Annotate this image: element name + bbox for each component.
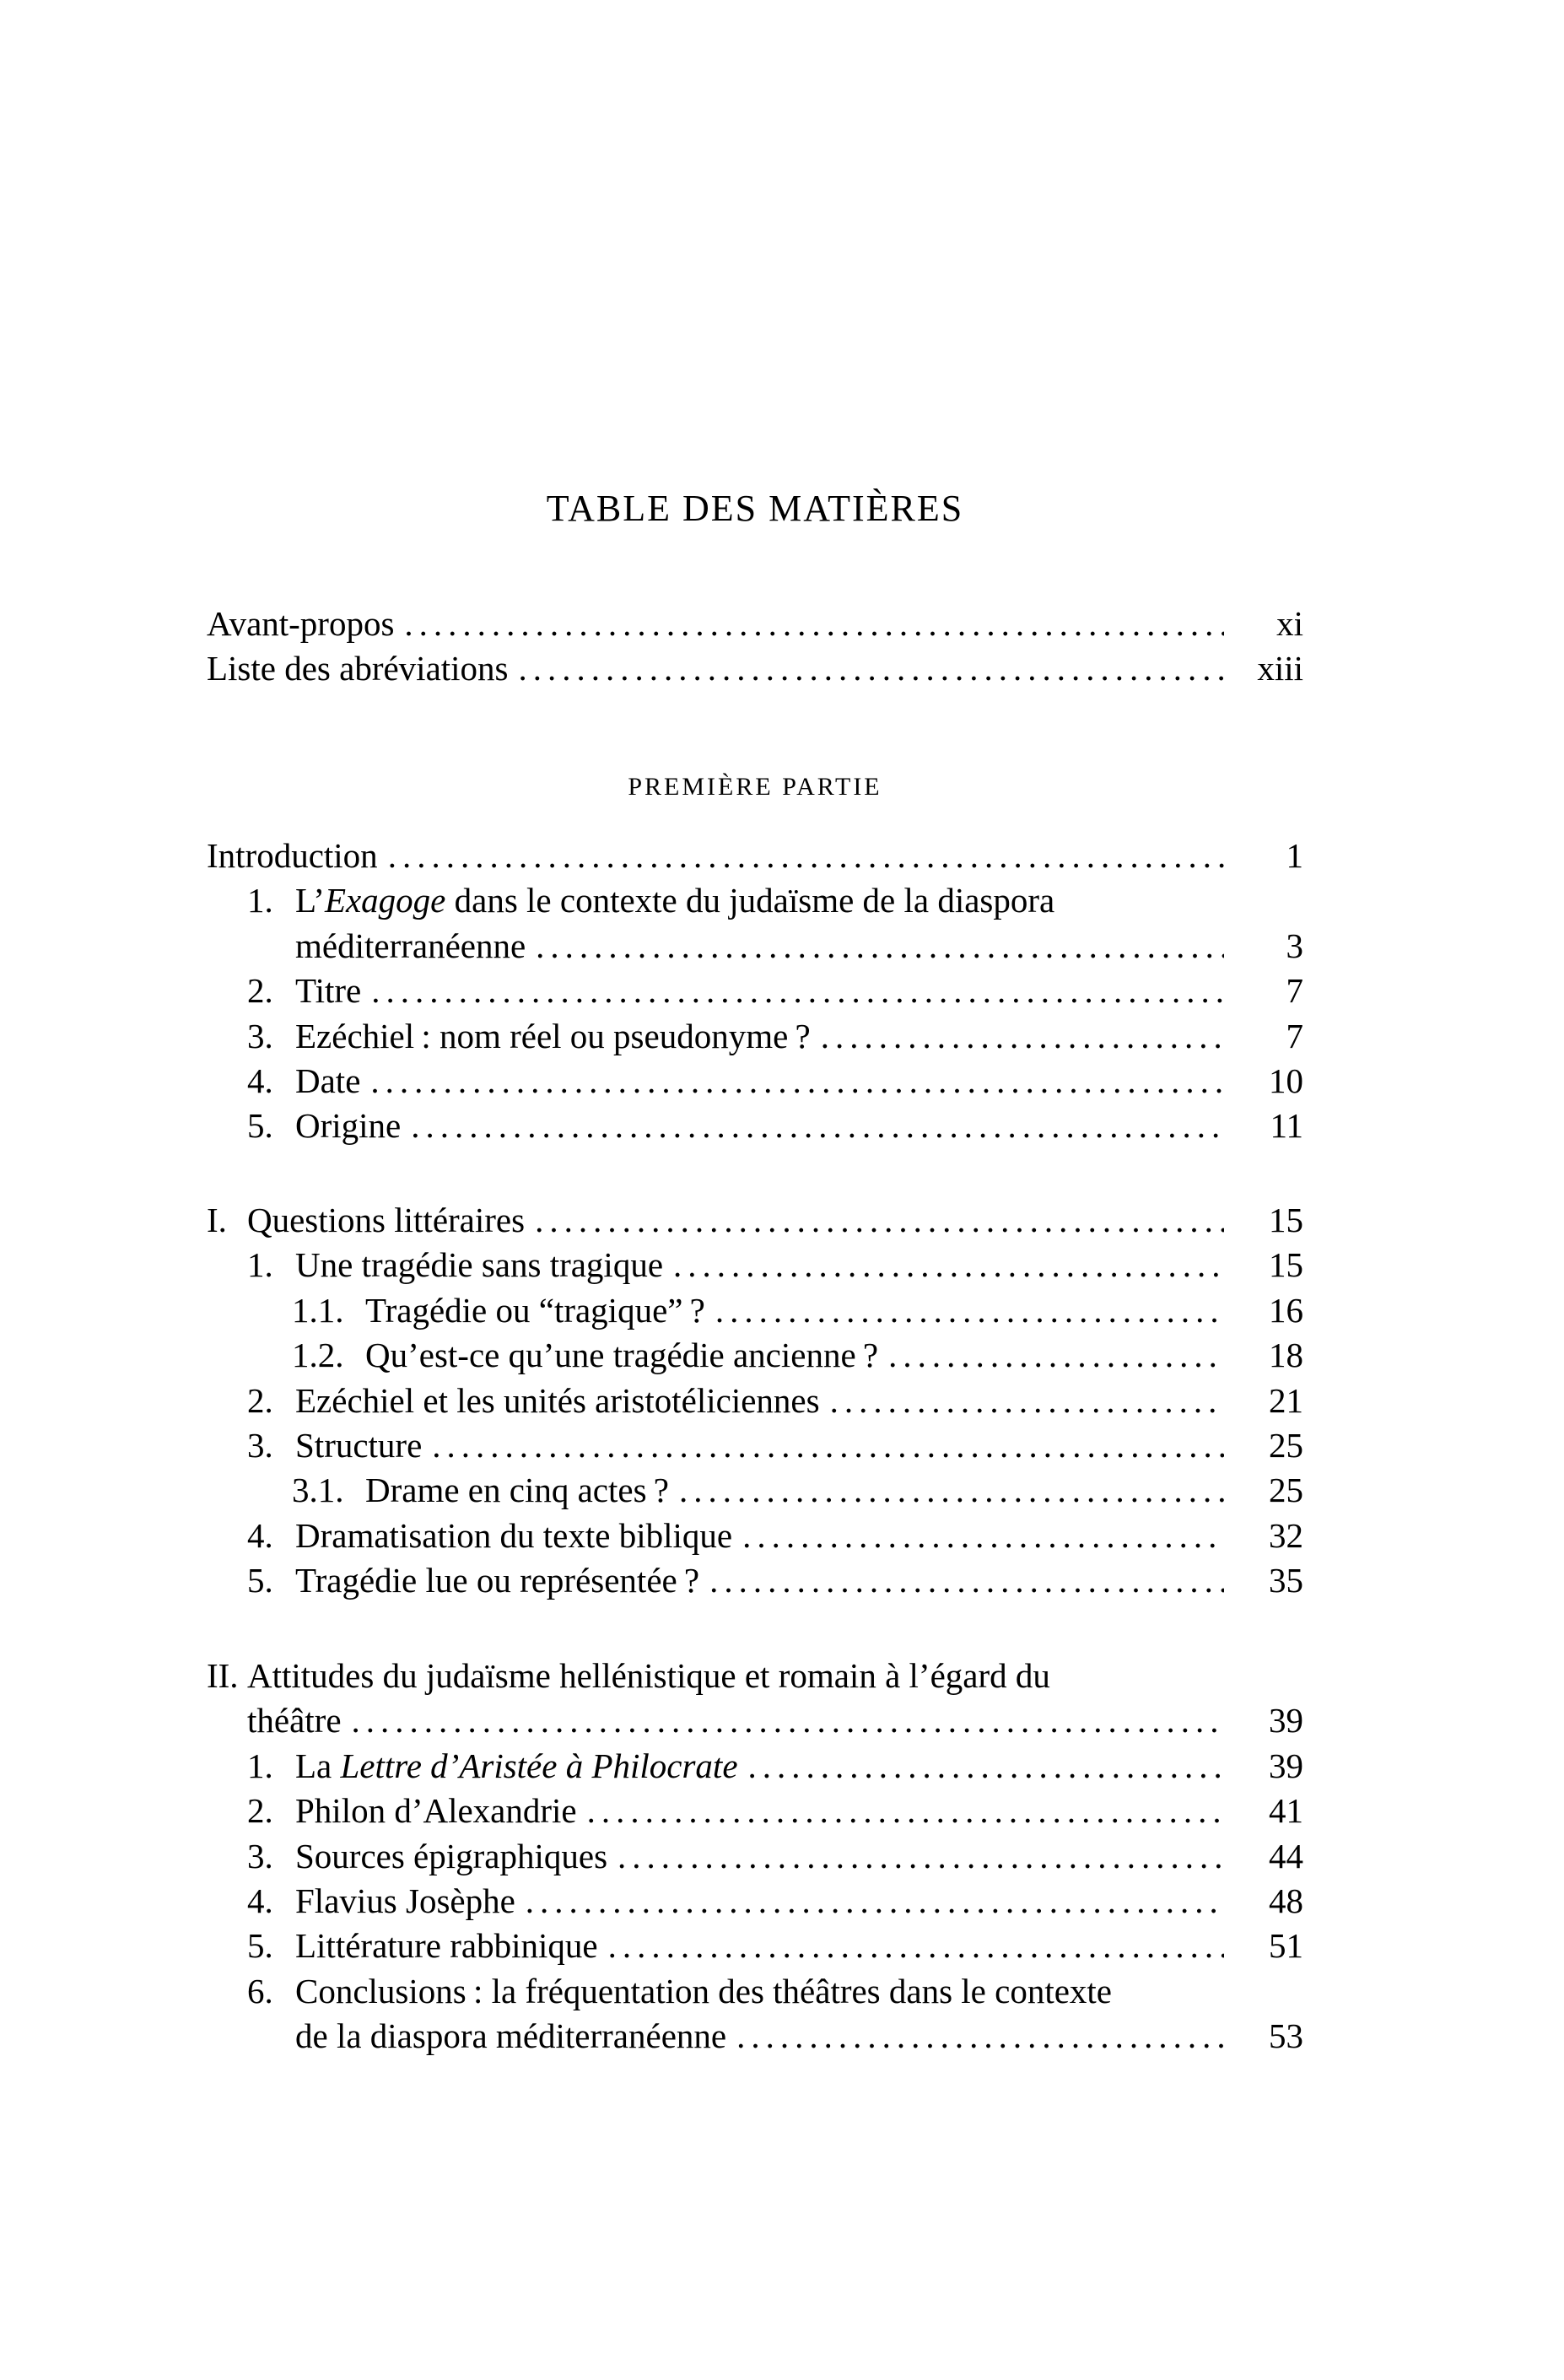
entry-number: 3.1. <box>292 1471 344 1510</box>
entry-title-text: Liste des abréviations <box>207 649 509 688</box>
entry-title-italic: Lettre d’Aristée à Philocrate <box>340 1746 738 1785</box>
entry-number: I. <box>207 1201 227 1239</box>
toc-entry <box>207 878 1303 923</box>
leader-dots <box>736 2014 1224 2059</box>
entry-title-text: Structure <box>295 1426 423 1465</box>
entry-title-text: Qu’est-ce qu’une tragédie ancienne ? <box>365 1336 879 1375</box>
entry-page-number: 53 <box>1269 2016 1303 2056</box>
toc-entry <box>207 1243 1303 1287</box>
toc-entry <box>207 1789 1303 1833</box>
entry-title <box>295 1059 360 1104</box>
leader-dots <box>536 924 1224 969</box>
entry-title <box>295 1558 699 1603</box>
leader-dots <box>535 1198 1224 1243</box>
entry-number: 1. <box>247 1245 273 1285</box>
entry-page-number: 7 <box>1286 971 1303 1011</box>
entry-page-number: 51 <box>1269 1926 1303 1966</box>
entry-page-number: 32 <box>1269 1515 1303 1555</box>
leader-dots <box>679 1468 1224 1513</box>
entry-number: 5. <box>247 1106 273 1146</box>
entry-page-number: 16 <box>1269 1290 1303 1330</box>
entry-title <box>295 1789 577 1833</box>
entry-title <box>247 1198 525 1243</box>
entry-page-number: 21 <box>1269 1380 1303 1420</box>
toc-entry <box>207 1059 1303 1104</box>
entry-number: 1. <box>247 1746 273 1785</box>
leader-dots <box>821 1014 1224 1059</box>
entry-page-number: 39 <box>1269 1746 1303 1785</box>
leader-dots <box>388 834 1224 878</box>
entry-title <box>207 646 509 691</box>
entry-title-text: Questions littéraires <box>247 1201 526 1239</box>
leader-dots <box>715 1288 1224 1333</box>
entry-title-text: Tragédie ou “tragique” ? <box>365 1290 705 1330</box>
part-heading: PREMIÈRE PARTIE <box>628 773 882 801</box>
leader-dots <box>526 1879 1224 1924</box>
entry-title-text: Origine <box>295 1106 402 1146</box>
entry-number: 3. <box>247 1836 273 1875</box>
entry-page-number: 41 <box>1269 1791 1303 1831</box>
entry-title-text: Ezéchiel : nom réel ou pseudonyme ? <box>295 1016 811 1055</box>
entry-page-number: 10 <box>1269 1061 1303 1101</box>
leader-dots <box>888 1333 1224 1378</box>
entry-title-text: Flavius Josèphe <box>295 1881 515 1921</box>
entry-number: 3. <box>247 1016 273 1055</box>
entry-title-text: Tragédie lue ou représentée ? <box>295 1561 700 1600</box>
toc-entry <box>207 1333 1303 1378</box>
entry-title-text: Drame en cinq actes ? <box>365 1471 669 1510</box>
entry-page-number: 11 <box>1270 1106 1303 1146</box>
toc-entry <box>207 924 1303 969</box>
entry-title <box>295 1379 820 1423</box>
entry-page-number: 15 <box>1269 1201 1303 1239</box>
entry-number: 1.1. <box>292 1290 344 1330</box>
entry-title <box>295 1423 422 1468</box>
page-title: TABLE DES MATIÈRES <box>546 488 964 529</box>
toc-entry <box>207 1423 1303 1468</box>
entry-title <box>295 1834 607 1879</box>
toc-entry <box>207 646 1303 691</box>
leader-dots <box>830 1379 1224 1423</box>
entry-page-number: 35 <box>1269 1561 1303 1600</box>
entry-number: 2. <box>247 971 273 1011</box>
toc-entry <box>207 1879 1303 1924</box>
entry-number: 1. <box>247 881 273 920</box>
entry-title <box>247 1654 1050 1698</box>
entry-page-number: 25 <box>1269 1471 1303 1510</box>
entry-page-number: xi <box>1276 604 1303 643</box>
toc-entry <box>207 969 1303 1013</box>
entry-page-number: 48 <box>1269 1881 1303 1921</box>
entry-page-number: 44 <box>1269 1836 1303 1875</box>
entry-title-text: Dramatisation du texte biblique <box>295 1515 733 1555</box>
entry-page-number: 25 <box>1269 1426 1303 1465</box>
toc-group-premiere-partie <box>207 834 1303 1149</box>
entry-title-text: L’ <box>295 881 325 920</box>
toc-entry <box>207 1288 1303 1333</box>
toc-group-chapter-2 <box>207 1654 1303 2059</box>
leader-dots <box>618 1834 1224 1879</box>
entry-title <box>365 1288 705 1333</box>
entry-number: 2. <box>247 1380 273 1420</box>
entry-title-text: méditerranéenne <box>295 926 526 965</box>
entry-title <box>295 1014 811 1059</box>
leader-dots <box>519 646 1224 691</box>
entry-page-number: xiii <box>1257 649 1303 688</box>
leader-dots <box>404 602 1224 646</box>
entry-title <box>295 1744 738 1789</box>
entry-title-text: Date <box>295 1061 361 1101</box>
toc-entry <box>207 1969 1303 2014</box>
entry-page-number: 18 <box>1269 1336 1303 1375</box>
toc-entry <box>207 834 1303 878</box>
leader-dots <box>673 1243 1224 1287</box>
entry-title-text: Attitudes du judaïsme hellénistique et romain à l’égard du <box>247 1656 1050 1695</box>
entry-title <box>295 1879 515 1924</box>
entry-number: 5. <box>247 1926 273 1966</box>
toc-entry <box>207 1014 1303 1059</box>
toc-entry <box>207 1514 1303 1558</box>
entry-number: 1.2. <box>292 1336 344 1375</box>
entry-page-number: 3 <box>1286 926 1303 965</box>
entry-number: 4. <box>247 1515 273 1555</box>
entry-title <box>295 1104 401 1148</box>
entry-title <box>247 1698 342 1743</box>
entry-number: 3. <box>247 1426 273 1465</box>
entry-title <box>295 1924 598 1968</box>
toc-group-chapter-1 <box>207 1198 1303 1604</box>
entry-title-text: Sources épigraphiques <box>295 1836 608 1875</box>
entry-title-text: Introduction <box>207 836 378 875</box>
leader-dots <box>352 1698 1224 1743</box>
entry-page-number: 7 <box>1286 1016 1303 1055</box>
entry-page-number: 39 <box>1269 1701 1303 1740</box>
entry-number: 4. <box>247 1061 273 1101</box>
entry-title <box>207 602 394 646</box>
entry-title-text: Une tragédie sans tragique <box>295 1245 664 1285</box>
leader-dots <box>370 1059 1224 1104</box>
entry-title-text: Littérature rabbinique <box>295 1926 598 1966</box>
toc-entry <box>207 1834 1303 1879</box>
entry-title-text: Avant-propos <box>207 604 395 643</box>
toc-entry <box>207 1698 1303 1743</box>
entry-title <box>295 878 1054 923</box>
entry-title-text: Conclusions : la fréquentation des théâtres dans le contexte <box>295 1971 1113 2010</box>
entry-number: 5. <box>247 1561 273 1600</box>
entry-title-italic: Exagoge <box>324 881 446 920</box>
entry-title <box>365 1468 669 1513</box>
toc-entry <box>207 602 1303 646</box>
leader-dots <box>587 1789 1224 1833</box>
leader-dots <box>371 969 1224 1013</box>
entry-title-text: Ezéchiel et les unités aristotéliciennes <box>295 1380 820 1420</box>
entry-title <box>295 1514 732 1558</box>
entry-title-text: Titre <box>295 971 362 1011</box>
toc-entry <box>207 1104 1303 1148</box>
toc-entry <box>207 1198 1303 1243</box>
entry-title <box>295 1243 663 1287</box>
toc-entry <box>207 1468 1303 1513</box>
entry-title-text: de la diaspora méditerranéenne <box>295 2016 727 2056</box>
toc-entry <box>207 2014 1303 2059</box>
entry-number: 2. <box>247 1791 273 1831</box>
leader-dots <box>709 1558 1224 1603</box>
toc-entry <box>207 1558 1303 1603</box>
toc-entry <box>207 1379 1303 1423</box>
entry-title <box>365 1333 878 1378</box>
entry-title-text: La <box>295 1746 341 1785</box>
entry-title <box>207 834 378 878</box>
leader-dots <box>608 1924 1224 1968</box>
entry-title <box>295 969 361 1013</box>
entry-page-number: 1 <box>1286 836 1303 875</box>
entry-page-number: 15 <box>1269 1245 1303 1285</box>
leader-dots <box>742 1514 1224 1558</box>
front-matter-list <box>207 602 1303 692</box>
entry-title-text: dans le contexte du judaïsme de la diaspora <box>445 881 1055 920</box>
entry-title <box>295 924 526 969</box>
entry-title <box>295 1969 1112 2014</box>
toc-entry <box>207 1744 1303 1789</box>
toc-entry <box>207 1654 1303 1698</box>
entry-number: 6. <box>247 1971 273 2010</box>
entry-title-text: Philon d’Alexandrie <box>295 1791 577 1831</box>
toc-entry <box>207 1924 1303 1968</box>
leader-dots <box>432 1423 1224 1468</box>
entry-title-text: théâtre <box>247 1701 342 1740</box>
leader-dots <box>411 1104 1224 1148</box>
leader-dots <box>748 1744 1224 1789</box>
entry-number: II. <box>207 1656 239 1695</box>
entry-title <box>295 2014 726 2059</box>
entry-number: 4. <box>247 1881 273 1921</box>
